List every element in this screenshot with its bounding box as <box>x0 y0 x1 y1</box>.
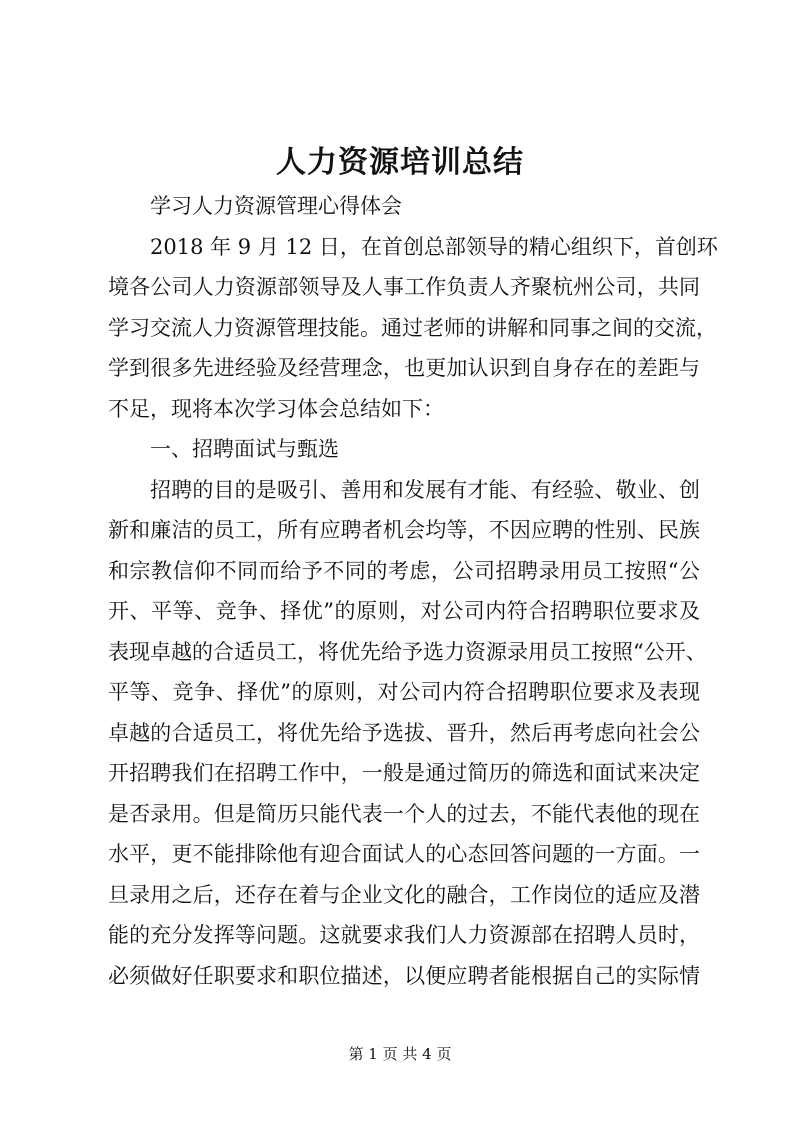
document-title: 人力资源培训总结 <box>276 145 524 180</box>
document-body <box>108 186 718 996</box>
page-indicator: 第 1 页 共 4 页 <box>348 1045 452 1063</box>
paragraph-line: 2018 年 9 月 12 日，在首创总部领导的精心组织下，首创环 <box>150 234 718 259</box>
paragraph-line: 旦录用之后，还存在着与企业文化的融合，工作岗位的适应及潜 <box>108 882 700 907</box>
paragraph-line: 能的充分发挥等问题。这就要求我们人力资源部在招聘人员时， <box>108 923 700 947</box>
paragraph-line: 开、平等、竞争、择优”的原则，对公司内符合招聘职位要求及 <box>108 599 700 623</box>
paragraph-line: 境各公司人力资源部领导及人事工作负责人齐聚杭州公司，共同 <box>108 275 700 299</box>
paragraph-line: 新和廉洁的员工，所有应聘者机会均等，不因应聘的性别、民族 <box>108 518 700 542</box>
section-heading-recruitment: 一、招聘面试与甄选 <box>150 437 339 461</box>
paragraph-line: 平等、竞争、择优”的原则，对公司内符合招聘职位要求及表现 <box>108 680 700 704</box>
paragraph-recruitment <box>108 470 707 997</box>
paragraph-line: 和宗教信仰不同而给予不同的考虑，公司招聘录用员工按照“公 <box>108 558 700 583</box>
paragraph-line: 学到很多先进经验及经营理念，也更加认识到自身存在的差距与 <box>108 356 700 380</box>
paragraph-line: 学习交流人力资源管理技能。通过老师的讲解和同事之间的交流， <box>108 315 717 340</box>
paragraph-line: 卓越的合适员工，将优先给予选拔、晋升，然后再考虑向社会公 <box>108 720 700 745</box>
paragraph-line: 开招聘我们在招聘工作中，一般是通过简历的筛选和面试来决定 <box>108 761 700 785</box>
paragraph-line: 是否录用。但是简历只能代表一个人的过去，不能代表他的现在 <box>108 801 700 826</box>
paragraph-line: 必须做好任职要求和职位描述，以便应聘者能根据自己的实际情 <box>108 963 700 988</box>
subtitle: 学习人力资源管理心得体会 <box>150 194 402 218</box>
paragraph-line: 表现卓越的合适员工，将优先给予选力资源录用员工按照“公开、 <box>108 639 707 664</box>
paragraph-line: 不足，现将本次学习体会总结如下： <box>108 396 444 421</box>
paragraph-line: 招聘的目的是吸引、善用和发展有才能、有经验、敬业、创 <box>150 477 700 502</box>
paragraph-intro <box>108 227 718 430</box>
paragraph-line: 水平，更不能排除他有迎合面试人的心态回答问题的一方面。一 <box>108 842 700 866</box>
